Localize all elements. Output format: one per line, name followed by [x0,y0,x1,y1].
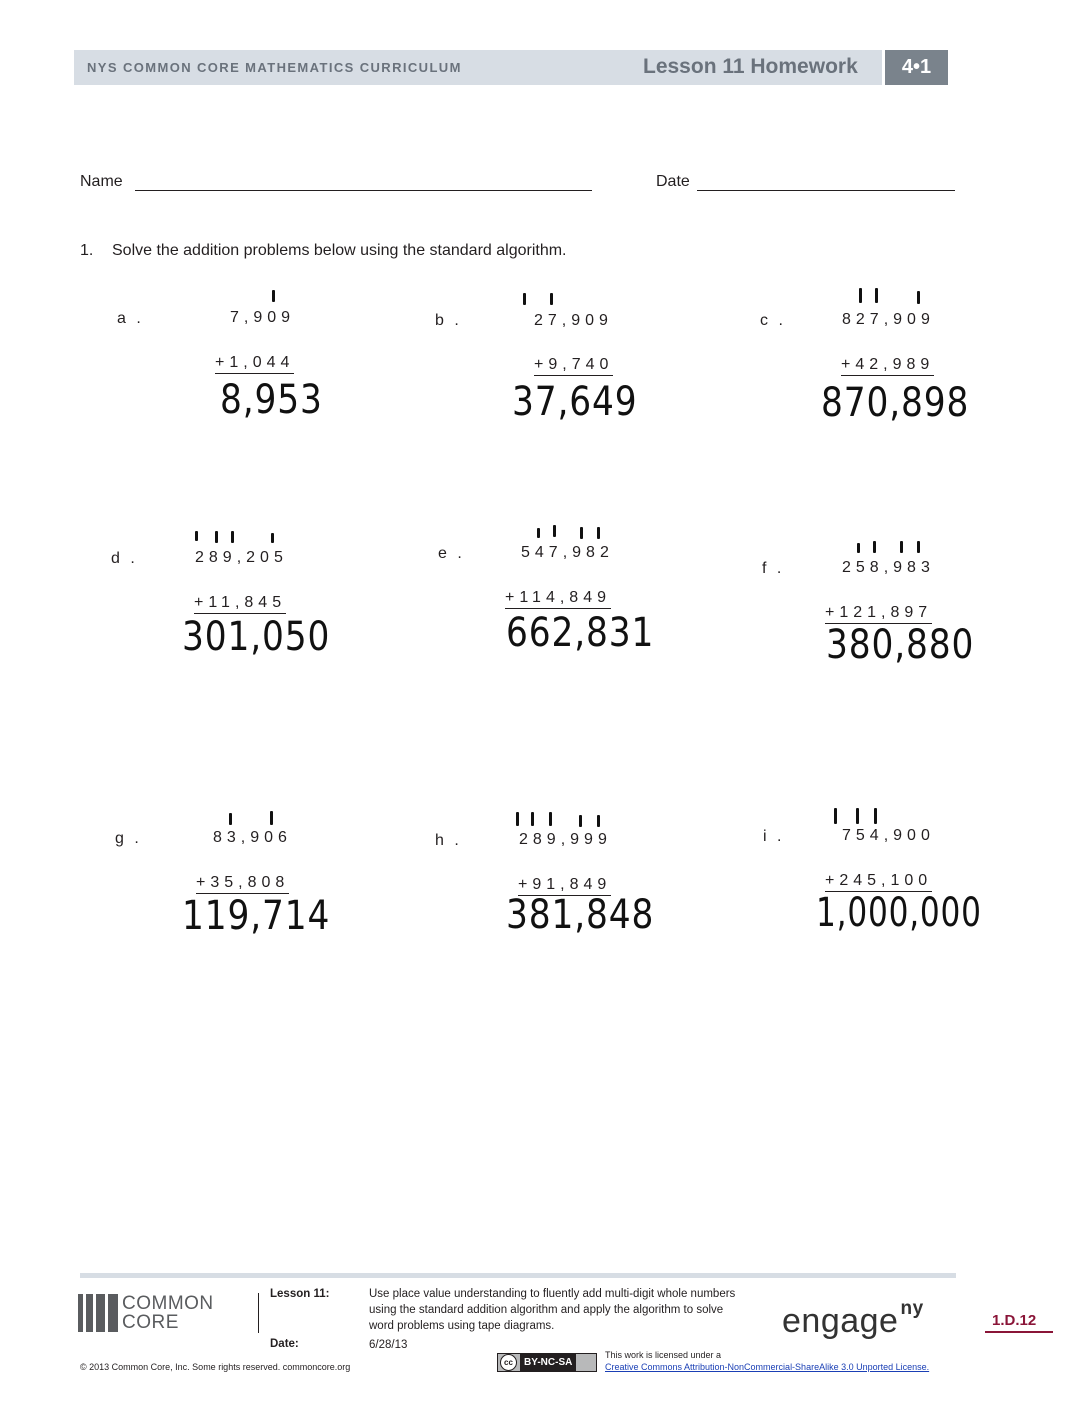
curriculum-title: NYS COMMON CORE MATHEMATICS CURRICULUM [87,60,462,75]
carry-mark [195,531,198,541]
carry-mark [272,290,275,302]
problem-f-addend: +121,897 [825,604,932,624]
problem-a-answer[interactable]: 8,953 [220,377,323,423]
problem-a-top: 7,909 [230,309,296,326]
brand-sup: ny [900,1297,924,1319]
carry-mark [874,808,877,824]
logo-line-1: COMMON [122,1293,214,1314]
carry-mark [553,525,556,537]
problem-h-top: 289,999 [519,831,612,848]
carry-mark [859,288,862,303]
carry-mark [270,811,273,825]
carry-mark [549,812,552,826]
date-field[interactable] [697,190,955,191]
question-number: 1. [80,242,94,259]
problem-b-label: b . [435,312,462,329]
carry-mark [523,293,526,305]
carry-mark [900,541,903,553]
problem-i-answer[interactable]: 1,000,000 [816,890,982,936]
carry-mark [834,808,837,824]
problem-e-answer[interactable]: 662,831 [506,610,655,656]
problem-g-top: 83,906 [213,829,292,846]
carry-mark [875,288,878,303]
problem-e-label: e . [438,545,465,562]
license-badge-text: BY-NC-SA [520,1354,576,1371]
carry-mark [579,815,582,827]
problem-b-top: 27,909 [534,312,613,329]
carry-mark [231,531,234,543]
cc-license-badge[interactable] [497,1353,597,1372]
grade-module-badge: 4•1 [885,50,948,85]
problem-h-addend: +91,849 [518,876,611,896]
carry-mark [597,527,600,539]
problem-f-answer[interactable]: 380,880 [826,622,975,668]
problem-d-addend: +11,845 [194,594,286,614]
problem-g-answer[interactable]: 119,714 [182,893,331,939]
problem-d-answer[interactable]: 301,050 [182,614,331,660]
logo-bar [86,1294,93,1332]
question-text: Solve the addition problems below using the standard algorithm. [112,242,567,259]
logo-text [122,1294,214,1332]
carry-mark [857,543,860,553]
carry-mark [873,541,876,553]
logo-bar [108,1294,118,1332]
problem-g-addend: +35,808 [196,874,289,894]
lesson-title: Lesson 11 Homework [643,55,858,78]
carry-mark [271,533,274,543]
problem-a-addend: +1,044 [215,354,294,374]
copyright: © 2013 Common Core, Inc. Some rights reserved. commoncore.org [80,1362,351,1372]
problem-f-top: 258,983 [842,559,935,576]
carry-mark [229,813,232,825]
page-id-underline [985,1331,1053,1333]
problem-e-top: 547,982 [521,544,614,561]
engageny-logo [782,1297,924,1341]
footer-date-value: 6/28/13 [369,1339,408,1351]
footer-rule [80,1273,956,1278]
date-label: Date [656,173,690,190]
question-1 [80,242,567,260]
problem-e-addend: +114,849 [505,589,611,609]
carry-mark [917,541,920,553]
footer-lesson-desc: Use place value understanding to fluently add multi-digit whole numbers using the standard addition algorithm and apply the algorithm to solve word problems using tape diagrams. [369,1288,736,1332]
carry-mark [516,812,519,826]
carry-mark [597,815,600,827]
logo-line-2: CORE [122,1312,179,1333]
problem-h-label: h . [435,832,462,849]
carry-mark [917,291,920,304]
logo-bar [78,1294,83,1332]
problem-i-label: i . [763,828,785,845]
license-link[interactable]: Creative Commons Attribution-NonCommercial-ShareAlike 3.0 Unported License. [605,1362,930,1372]
problem-c-label: c . [760,312,786,329]
carry-mark [215,531,218,543]
carry-mark [580,527,583,539]
logo-bar [96,1294,105,1332]
problem-a-label: a . [117,310,144,327]
problem-i-addend: +245,100 [825,872,932,892]
problem-c-top: 827,909 [842,311,935,328]
problem-h-answer[interactable]: 381,848 [506,892,655,938]
footer-lesson-label: Lesson 11: [270,1288,330,1300]
footer-date-label: Date: [270,1338,299,1350]
problem-d-top: 289,205 [195,549,288,566]
problem-b-answer[interactable]: 37,649 [512,379,638,425]
problem-d-label: d . [111,550,138,567]
problem-g-label: g . [115,830,142,847]
problem-c-addend: +42,989 [841,356,934,376]
cc-icon: cc [500,1354,517,1371]
footer-divider [258,1293,259,1333]
name-label: Name [80,173,123,190]
problem-c-answer[interactable]: 870,898 [821,380,970,426]
page-id: 1.D.12 [992,1312,1037,1329]
carry-mark [537,528,540,538]
problem-i-top: 754,900 [842,827,935,844]
common-core-logo [78,1294,238,1334]
problem-b-addend: +9,740 [534,356,613,376]
carry-mark [550,293,553,305]
problem-f-label: f . [762,560,785,577]
carry-mark [531,812,534,826]
brand-text: engage [782,1302,899,1340]
license-line-1: This work is licensed under a [605,1350,722,1360]
name-field[interactable] [135,190,592,191]
carry-mark [856,808,859,824]
